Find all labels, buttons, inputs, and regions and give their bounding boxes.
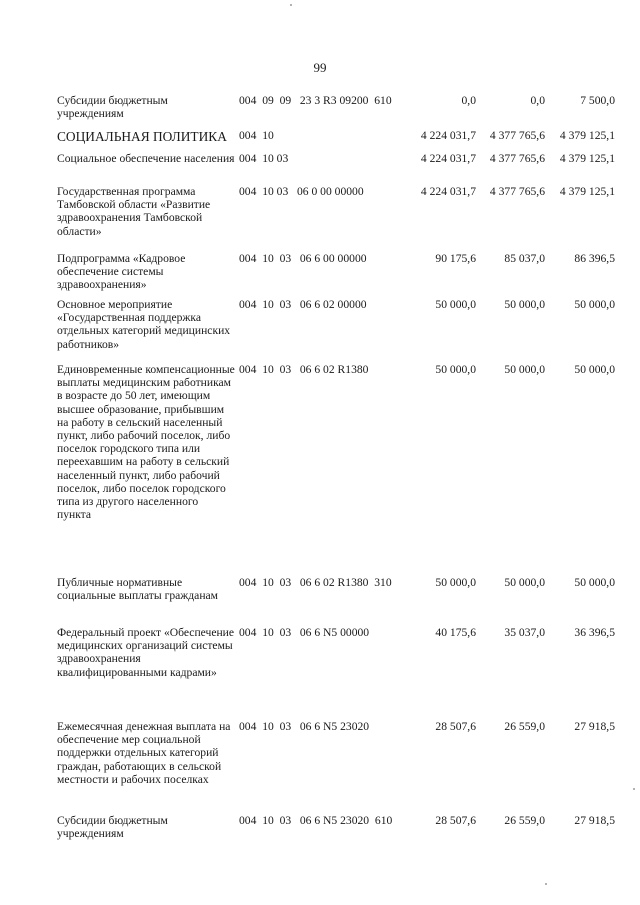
scan-speck: [633, 788, 635, 790]
value-col-1: 4 224 031,7: [420, 185, 476, 198]
scan-speck: [290, 4, 292, 6]
value-col-2: 26 559,0: [504, 720, 545, 733]
row-code: 004 10 03 06 6 00 00000: [239, 252, 367, 265]
value-col-1: 50 000,0: [435, 576, 476, 589]
value-col-3: 50 000,0: [574, 298, 615, 311]
row-name: Государственная программа Тамбовской области «Развитие здравоохранения Тамбовской области»: [57, 185, 211, 238]
value-col-3: 50 000,0: [574, 576, 615, 589]
value-col-2: 4 377 765,6: [489, 129, 545, 142]
row-code: 004 10 03 06 6 N5 23020: [239, 720, 370, 733]
scan-speck: [545, 883, 547, 885]
row-code: 004 10 03 06 6 02 00000: [239, 298, 367, 311]
value-col-1: 40 175,6: [435, 626, 476, 639]
row-code: 004 10: [239, 129, 274, 142]
row-code: 004 10 03 06 6 N5 23020 610: [239, 814, 393, 827]
value-col-3: 4 379 125,1: [559, 185, 615, 198]
value-col-2: 4 377 765,6: [489, 152, 545, 165]
row-name: Субсидии бюджетным учреждениям: [57, 814, 168, 841]
value-col-1: 28 507,6: [435, 720, 476, 733]
value-col-3: 36 396,5: [574, 626, 615, 639]
value-col-2: 26 559,0: [504, 814, 545, 827]
row-name: Ежемесячная денежная выплата на обеспечение мер социальной поддержки отдельных категорий граждан, работающих в сельской местности и рабочих поселках: [57, 720, 231, 786]
value-col-2: 50 000,0: [504, 298, 545, 311]
value-col-3: 27 918,5: [574, 814, 615, 827]
value-col-1: 4 224 031,7: [420, 129, 476, 142]
value-col-3: 50 000,0: [574, 363, 615, 376]
value-col-1: 50 000,0: [435, 363, 476, 376]
row-name: Единовременные компенсационные выплаты медицинским работникам в возрасте до 50 лет, имеющим высшее образование, прибывшим на работу в сельский населенный пункт, либо рабочий поселок, либо поселок городского типа или переехавшим на работу в сельский населенный пункт, либо рабочий поселок, либо поселок городского типа из другого населенного пункта: [57, 363, 235, 522]
row-code: 004 09 09 23 3 R3 09200 610: [239, 94, 392, 107]
value-col-3: 4 379 125,1: [559, 152, 615, 165]
value-col-1: 4 224 031,7: [420, 152, 476, 165]
value-col-2: 50 000,0: [504, 363, 545, 376]
value-col-2: 35 037,0: [504, 626, 545, 639]
row-code: 004 10 03 06 0 00 00000: [239, 185, 364, 198]
page-number: 99: [313, 60, 327, 75]
value-col-3: 86 396,5: [574, 252, 615, 265]
value-col-3: 27 918,5: [574, 720, 615, 733]
row-code: 004 10 03 06 6 02 R1380 310: [239, 576, 392, 589]
value-col-2: 85 037,0: [504, 252, 545, 265]
row-name: Публичные нормативные социальные выплаты гражданам: [57, 576, 219, 603]
value-col-3: 7 500,0: [580, 94, 615, 107]
row-name: Социальное обеспечение населения: [57, 152, 235, 165]
value-col-1: 90 175,6: [435, 252, 476, 265]
value-col-1: 0,0: [461, 94, 476, 107]
row-name: Субсидии бюджетным учреждениям: [57, 94, 168, 121]
value-col-2: 4 377 765,6: [489, 185, 545, 198]
row-code: 004 10 03: [239, 152, 289, 165]
row-name: СОЦИАЛЬНАЯ ПОЛИТИКА: [57, 129, 227, 144]
value-col-2: 0,0: [530, 94, 545, 107]
value-col-2: 50 000,0: [504, 576, 545, 589]
row-name: Основное мероприятие «Государственная поддержка отдельных категорий медицинских работников»: [57, 298, 231, 351]
value-col-3: 4 379 125,1: [559, 129, 615, 142]
row-code: 004 10 03 06 6 N5 00000: [239, 626, 370, 639]
row-name: Федеральный проект «Обеспечение медицинских организаций системы здравоохранения квалифицированными кадрами»: [57, 626, 235, 679]
row-code: 004 10 03 06 6 02 R1380: [239, 363, 369, 376]
row-name: Подпрограмма «Кадровое обеспечение системы здравоохранения»: [57, 252, 186, 292]
value-col-1: 28 507,6: [435, 814, 476, 827]
value-col-1: 50 000,0: [435, 298, 476, 311]
